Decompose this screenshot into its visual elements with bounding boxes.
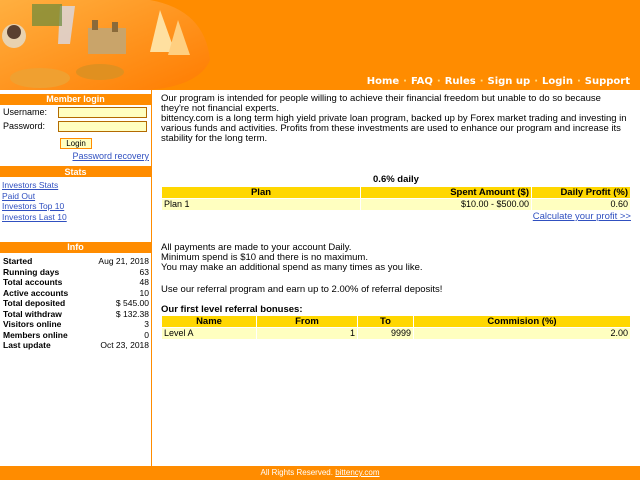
- info-value: 48: [139, 277, 149, 287]
- referral-table-header: [162, 316, 630, 327]
- stats-link-investors-stats[interactable]: Investors Stats: [2, 180, 59, 190]
- password-row: [0, 119, 151, 133]
- stats-link-investors-last-10[interactable]: Investors Last 10: [2, 211, 67, 222]
- nav-rules[interactable]: Rules: [444, 76, 476, 87]
- main-content: [161, 94, 631, 340]
- top-navigation: [367, 76, 630, 87]
- page-header: [0, 0, 640, 90]
- nav-login[interactable]: Login: [542, 76, 573, 87]
- info-value: 10: [139, 287, 149, 298]
- member-login-title: Member login: [0, 94, 151, 105]
- stats-link-paid-out[interactable]: Paid Out: [2, 190, 36, 201]
- info-panel: [0, 242, 151, 351]
- nav-separator: ·: [576, 76, 581, 87]
- info-value: Oct 23, 2018: [100, 340, 149, 350]
- info-row-total-accounts: [0, 277, 151, 288]
- plan-table-header: [162, 187, 630, 198]
- nav-separator: ·: [479, 76, 484, 87]
- stats-panel: [0, 166, 151, 222]
- nav-home[interactable]: Home: [366, 76, 400, 87]
- info-row-members-online: [0, 330, 151, 341]
- info-value: Aug 21, 2018: [98, 256, 149, 266]
- nav-signup[interactable]: Sign up: [487, 76, 531, 87]
- info-row-running-days: [0, 267, 151, 278]
- referral-title: Our first level referral bonuses:: [161, 304, 303, 315]
- nav-separator: ·: [436, 76, 441, 87]
- info-value: 3: [144, 319, 149, 329]
- sidebar: [0, 90, 152, 466]
- intro-paragraph: Our program is intended for people willing to achieve their financial freedom but unable to do so because they're not financial experts.: [161, 93, 601, 114]
- info-label: Active accounts: [3, 287, 69, 298]
- info-label: Total withdraw: [3, 308, 62, 319]
- payment-info-line: Minimum spend is $10 and there is no maximum.: [161, 252, 368, 263]
- footer-text: All Rights Reserved.: [260, 468, 333, 477]
- plan-amount-cell: $10.00 - $500.00: [361, 199, 531, 210]
- info-value: $ 132.38: [115, 308, 149, 319]
- column-header: Daily Profit (%): [532, 187, 630, 198]
- username-input[interactable]: [58, 107, 147, 118]
- referral-from-cell: 1: [257, 328, 357, 339]
- info-label: Total deposited: [3, 298, 66, 308]
- info-value: $ 545.00: [115, 298, 149, 308]
- info-row-active-accounts: [0, 288, 151, 299]
- column-header: To: [358, 316, 413, 327]
- referral-text: Use our referral program and earn up to 2.00% of referral deposits!: [161, 284, 443, 295]
- info-label: Members online: [3, 329, 68, 340]
- username-label: Username:: [3, 107, 48, 117]
- info-label: Last update: [3, 340, 51, 350]
- plan-table: [161, 186, 631, 211]
- username-row: [0, 105, 151, 119]
- info-label: Running days: [3, 266, 60, 277]
- referral-to-cell: 9999: [358, 328, 413, 339]
- info-label: Visitors online: [3, 319, 62, 329]
- nav-separator: ·: [534, 76, 538, 87]
- nav-support[interactable]: Support: [584, 76, 630, 87]
- payment-info-line: You may make an additional spend as many times as you like.: [161, 262, 423, 273]
- info-row-started: [0, 256, 151, 267]
- info-value: 0: [144, 329, 149, 340]
- column-header: Spent Amount ($): [361, 187, 531, 198]
- info-label: Started: [3, 256, 33, 266]
- nav-faq[interactable]: FAQ: [410, 76, 433, 87]
- page-footer: [0, 466, 640, 480]
- referral-level-cell: Level A: [162, 328, 256, 339]
- info-value: 63: [139, 266, 149, 277]
- payment-info: [161, 243, 631, 273]
- column-header: From: [257, 316, 357, 327]
- footer-site-link[interactable]: bittency.com: [335, 468, 380, 477]
- password-input[interactable]: [58, 121, 147, 132]
- info-row-total-deposited: [0, 298, 151, 309]
- info-title: Info: [0, 242, 151, 253]
- info-row-last-update: [0, 340, 151, 351]
- plan-profit-cell: 0.60: [532, 199, 630, 210]
- stats-links: [0, 180, 151, 222]
- referral-section: [161, 285, 631, 340]
- info-row-total-withdraw: [0, 309, 151, 320]
- referral-table: [161, 315, 631, 340]
- intro-text: [161, 94, 631, 144]
- stats-title: Stats: [0, 166, 151, 177]
- intro-paragraph: bittency.com is a long term high yield private loan program, backed up by Forex market trading and investing in various funds and activities. Profits from these investments are used to enhance our program and increase its stability for the long term.: [161, 113, 627, 144]
- password-recovery-link[interactable]: Password recovery: [72, 151, 149, 161]
- referral-commission-cell: 2.00: [414, 328, 630, 339]
- info-row-visitors-online: [0, 319, 151, 330]
- column-header: Plan: [162, 187, 360, 198]
- table-row: [162, 199, 630, 210]
- table-row: [162, 328, 630, 339]
- calculate-profit-link[interactable]: Calculate your profit >>: [532, 211, 631, 222]
- header-banner-art: [0, 0, 215, 90]
- column-header: Commision (%): [414, 316, 630, 327]
- password-label: Password:: [3, 121, 46, 131]
- info-label: Total accounts: [3, 277, 63, 287]
- login-button[interactable]: Login: [60, 138, 92, 149]
- member-login-panel: [0, 94, 151, 161]
- stats-link-investors-top-10[interactable]: Investors Top 10: [2, 201, 65, 211]
- column-header: Name: [162, 316, 256, 327]
- payment-info-line: All payments are made to your account Daily.: [161, 242, 352, 253]
- plan-title: 0.6% daily: [373, 174, 419, 185]
- plan-name-cell: Plan 1: [162, 199, 360, 210]
- nav-separator: ·: [403, 76, 407, 87]
